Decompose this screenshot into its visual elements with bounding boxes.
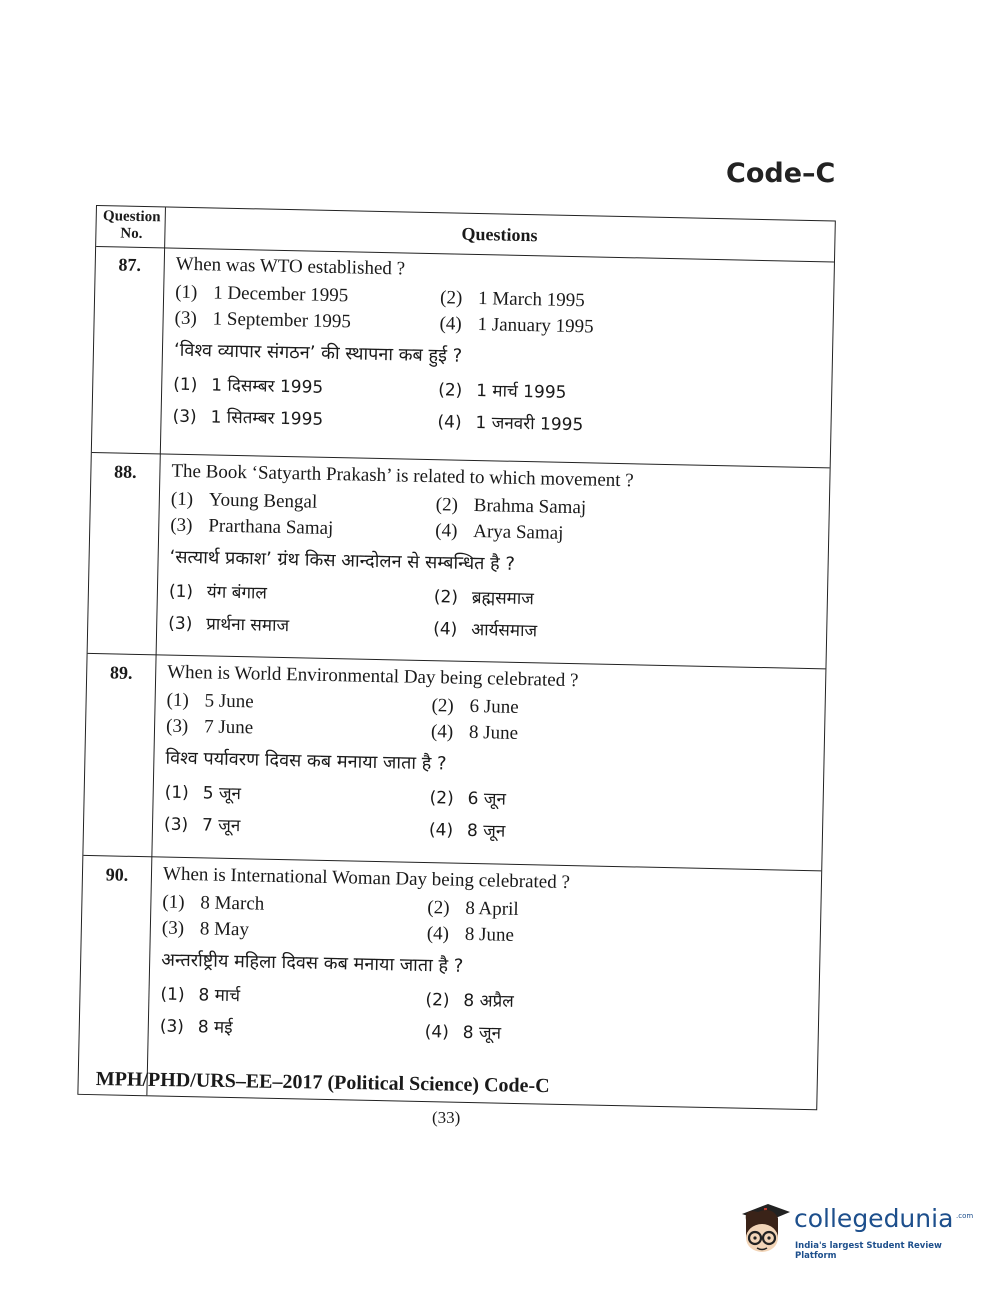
paper-code: Code–C [726, 158, 836, 189]
question-text-english: The Book ‘Satyarth Prakash’ is related to which movement ? [171, 460, 634, 492]
question-number: 89. [109, 662, 133, 683]
question-row [88, 453, 830, 669]
exam-code-footer: MPH/PHD/URS–EE–2017 (Political Science) Code-C [95, 1068, 550, 1098]
option-english: (1) 5 June [166, 689, 254, 713]
option-hindi: (2) 8 अप्रैल [425, 990, 515, 1012]
column-header-questions: Questions [461, 223, 538, 246]
question-text-hindi: विश्व पर्यावरण दिवस कब मनाया जाता है ? [165, 747, 447, 775]
option-english: (3) Prarthana Samaj [170, 514, 334, 540]
option-hindi: (1) 1 दिसम्बर 1995 [173, 374, 324, 398]
option-english: (3) 7 June [165, 715, 254, 739]
option-english: (1) Young Bengal [170, 488, 318, 513]
brand-tagline: India's largest Student Review Platform [795, 1241, 942, 1261]
option-english: (4) 8 June [426, 923, 515, 946]
option-hindi: (2) 6 जून [429, 788, 507, 810]
brand-domain-suffix: .com [956, 1212, 974, 1220]
brand-name: collegedunia [794, 1204, 954, 1233]
option-english: (1) 1 December 1995 [174, 281, 349, 307]
option-english: (2) 8 April [427, 897, 519, 921]
collegedunia-logo [738, 1198, 974, 1268]
option-english: (3) 8 May [161, 917, 250, 941]
question-row [92, 246, 834, 468]
question-text-english: When was WTO established ? [175, 253, 406, 280]
question-number: 88. [113, 461, 137, 482]
option-hindi: (2) 1 मार्च 1995 [437, 380, 567, 403]
page-number: (33) [432, 1108, 461, 1127]
option-hindi: (4) 1 जनवरी 1995 [437, 412, 584, 436]
option-english: (2) 6 June [431, 695, 519, 718]
question-number: 90. [105, 864, 129, 885]
question-text-hindi: अन्तर्राष्ट्रीय महिला दिवस कब मनाया जाता है ? [160, 949, 464, 977]
questions-table [77, 205, 835, 1110]
question-text-english: When is World Environmental Day being celebrated ? [167, 661, 579, 692]
option-hindi: (4) 8 जून [428, 820, 506, 842]
option-english: (4) 8 June [430, 721, 519, 744]
option-hindi: (3) 8 मई [159, 1016, 233, 1039]
option-english: (1) 8 March [162, 891, 265, 915]
option-english: (3) 1 September 1995 [174, 307, 352, 333]
option-hindi: (3) 7 जून [163, 814, 241, 837]
question-number: 87. [118, 254, 142, 275]
option-english: (4) 1 January 1995 [439, 313, 594, 338]
option-english: (2) 1 March 1995 [439, 287, 585, 312]
column-header-question-no: Question No. [102, 208, 161, 242]
option-hindi: (1) 8 मार्च [160, 984, 241, 1007]
question-text-hindi: ‘विश्व व्यापार संगठन’ की स्थापना कब हुई ? [173, 339, 463, 367]
question-row [83, 654, 825, 871]
option-english: (2) Brahma Samaj [435, 494, 587, 519]
option-english: (4) Arya Samaj [435, 520, 564, 544]
mascot-icon [738, 1198, 792, 1260]
question-text-hindi: ‘सत्यार्थ प्रकाश’ ग्रंथ किस आन्दोलन से सम्बन्धित है ? [169, 546, 516, 575]
option-hindi: (1) यंग बंगाल [168, 581, 268, 604]
option-hindi: (3) प्रार्थना समाज [168, 613, 290, 637]
question-text-english: When is International Woman Day being celebrated ? [162, 863, 571, 894]
option-hindi: (3) 1 सितम्बर 1995 [172, 406, 324, 430]
option-hindi: (4) 8 जून [424, 1022, 502, 1044]
option-hindi: (4) आर्यसमाज [432, 619, 538, 642]
option-hindi: (2) ब्रह्मसमाज [433, 587, 535, 610]
option-hindi: (1) 5 जून [164, 782, 242, 805]
